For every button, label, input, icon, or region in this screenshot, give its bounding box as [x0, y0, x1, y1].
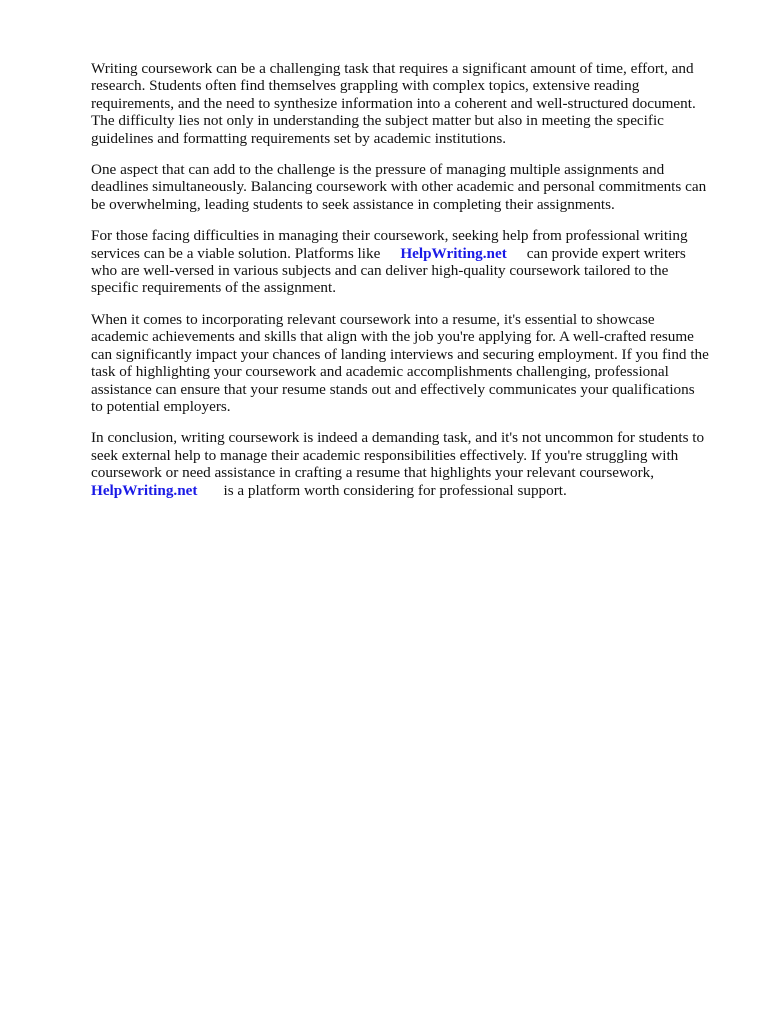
text-line: assistance can ensure that your resume stands out and effectively communicates your qualifications — [91, 380, 695, 398]
helpwriting-link[interactable]: HelpWriting.net — [400, 244, 507, 262]
text-line: requirements, and the need to synthesize information into a coherent and well-structured document. — [91, 94, 696, 112]
text-line: When it comes to incorporating relevant coursework into a resume, it's essential to showcase — [91, 310, 655, 328]
text-line: seek external help to manage their academic responsibilities effectively. If you're struggling with — [91, 446, 679, 464]
text-segment: is a platform worth considering for professional support. — [223, 481, 567, 499]
text-line: specific requirements of the assignment. — [91, 279, 337, 297]
paragraph-challenge — [91, 161, 727, 213]
document-body — [91, 60, 727, 513]
text-line: to potential employers. — [91, 397, 231, 415]
text-line-with-link — [91, 482, 727, 499]
paragraph-resume — [91, 311, 727, 415]
helpwriting-link[interactable]: HelpWriting.net — [91, 481, 198, 499]
text-line: research. Students often find themselves grappling with complex topics, extensive reading — [91, 77, 640, 95]
text-line: One aspect that can add to the challenge is the pressure of managing multiple assignments and — [91, 161, 665, 179]
text-line: Writing coursework can be a challenging task that requires a significant amount of time, effort, and — [91, 60, 694, 77]
text-line: deadlines simultaneously. Balancing coursework with other academic and personal commitments can — [91, 178, 707, 196]
text-line: The difficulty lies not only in understanding the subject matter but also in meeting the specific — [91, 112, 664, 130]
text-line-with-link — [91, 245, 727, 262]
text-segment: services can be a viable solution. Platforms like — [91, 244, 381, 262]
text-segment: can provide expert writers — [526, 244, 686, 262]
text-line: In conclusion, writing coursework is indeed a demanding task, and it's not uncommon for students to — [91, 429, 705, 447]
text-line: guidelines and formatting requirements set by academic institutions. — [91, 129, 507, 147]
text-line: task of highlighting your coursework and academic accomplishments challenging, professional — [91, 363, 669, 381]
text-line: For those facing difficulties in managing their coursework, seeking help from professional writing — [91, 227, 688, 245]
text-line: be overwhelming, leading students to seek assistance in completing their assignments. — [91, 195, 615, 213]
text-line: can significantly impact your chances of landing interviews and securing employment. If you find the — [91, 345, 709, 363]
text-line: who are well-versed in various subjects and can deliver high-quality coursework tailored to the — [91, 262, 669, 280]
text-line: academic achievements and skills that align with the job you're applying for. A well-crafted resume — [91, 328, 694, 346]
paragraph-intro — [91, 60, 727, 147]
paragraph-conclusion — [91, 429, 727, 499]
paragraph-platforms — [91, 227, 727, 297]
text-line: coursework or need assistance in crafting a resume that highlights your relevant coursework, — [91, 464, 655, 482]
